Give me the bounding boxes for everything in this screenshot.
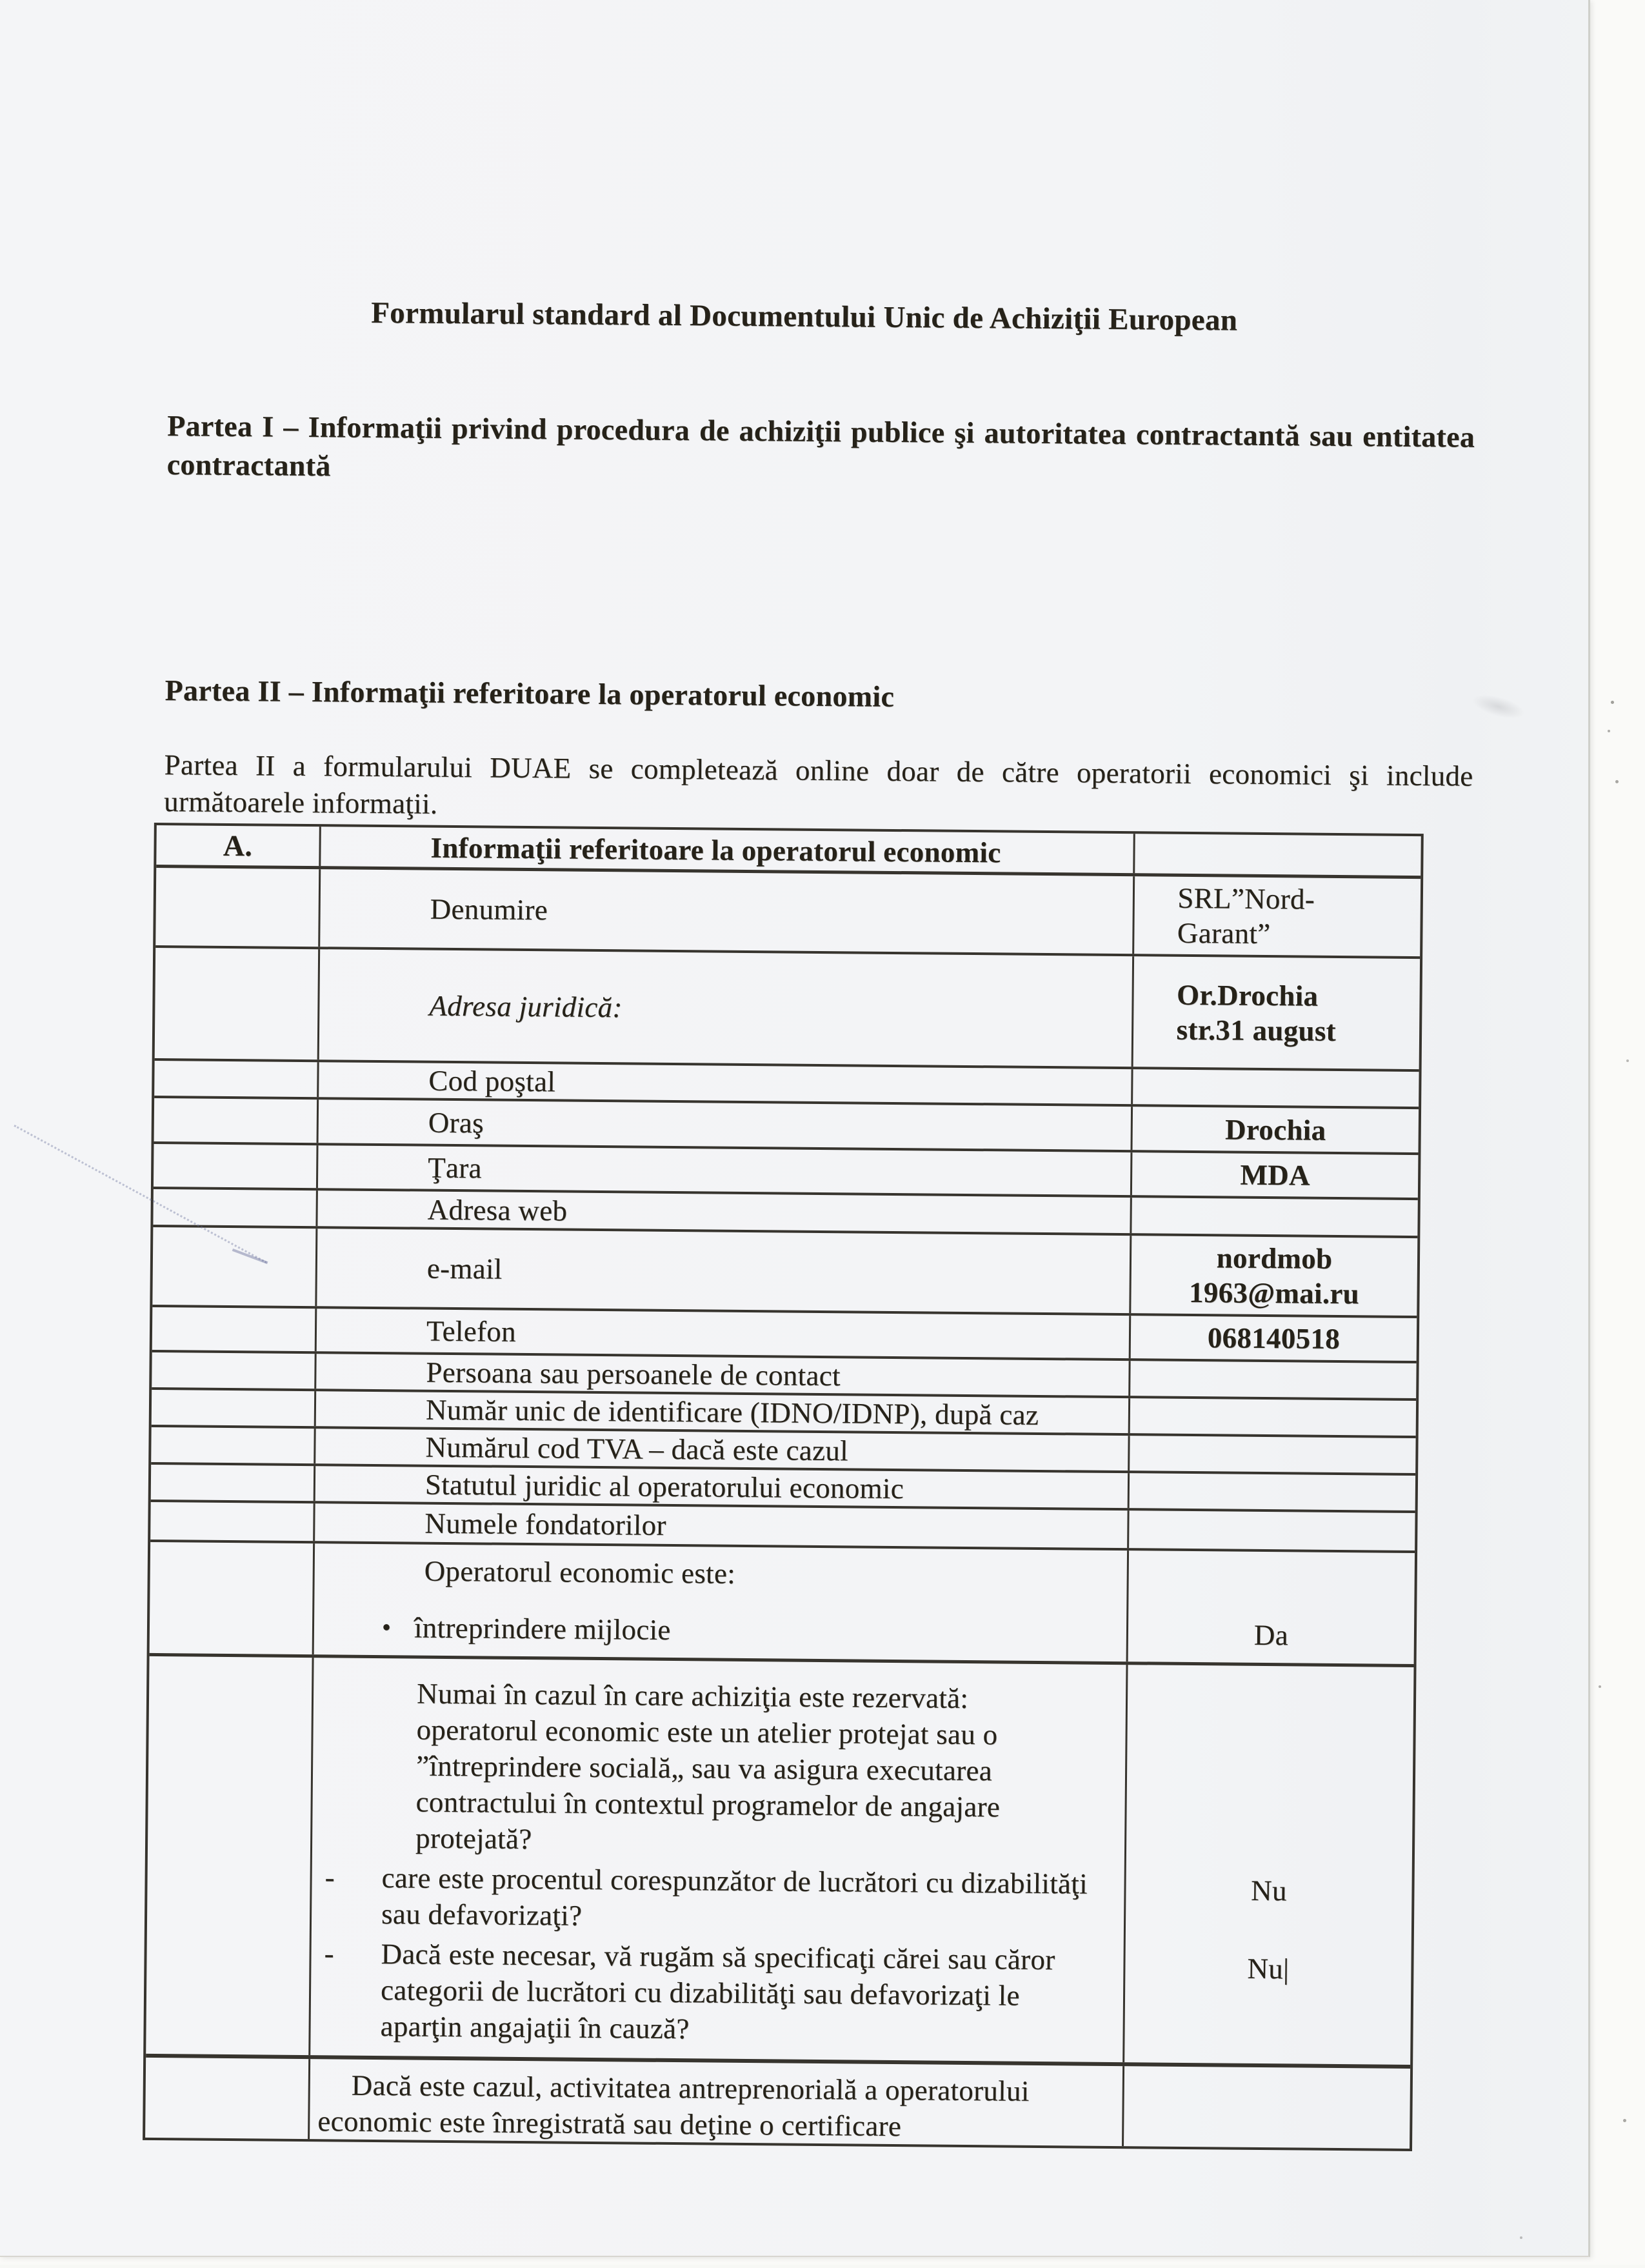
row-label: Persoana sau persoanele de contact	[316, 1354, 1130, 1396]
section-title: Informaţii referitoare la operatorul economic	[321, 827, 1135, 873]
reserved-sub-item-2-value: Nu|	[1247, 1952, 1290, 1985]
row-index-cell	[154, 1144, 319, 1188]
scanner-speck	[1623, 2119, 1626, 2122]
reserved-sub-item-1-text: care este procentul corespunzător de lucrători cu dizabilităţi sau defavorizaţi?	[381, 1862, 1088, 1932]
scanner-speck	[1608, 730, 1610, 732]
section-header-value	[1135, 834, 1421, 876]
reserved-sub-item-2	[323, 1935, 1106, 2051]
row-value: Drochia	[1224, 1112, 1326, 1147]
row-value	[1134, 876, 1421, 956]
part2-intro-paragraph: Partea II a formularului DUAE se completează online doar de către operatorii economici şi include următoarele informaţii.	[163, 748, 1473, 820]
denumire-value: SRL”Nord-Garant”	[1177, 881, 1315, 950]
reserved-intro-text: Numai în cazul în care achiziţia este rezervată: operatorul economic este un atelier protejat sau o ”întreprindere socială„ sau va asigura executarea contractului în contextul programelor de angajare protejată?	[415, 1677, 1001, 1856]
adresa-value: Or.Drochia str.31 august	[1176, 978, 1337, 1047]
row-value	[1130, 1473, 1415, 1510]
row-label: Numele fondatorilor	[315, 1503, 1129, 1548]
row-index-cell	[155, 868, 321, 947]
scanner-speck	[1611, 701, 1614, 704]
row-label: Ţara	[318, 1145, 1133, 1195]
operator-type-label: Operatorul economic este:	[424, 1554, 736, 1590]
row-index-cell	[151, 1465, 315, 1501]
table-row-certification	[145, 2054, 1410, 2149]
row-label: Cod poştal	[319, 1062, 1133, 1104]
row-value: MDA	[1240, 1158, 1311, 1192]
row-value	[1133, 1069, 1419, 1107]
table-row-email	[152, 1225, 1417, 1316]
document-title: Formularul standard al Documentului Unic de Achiziţii European	[371, 296, 1238, 337]
dash-icon: -	[324, 1937, 335, 1970]
scan-smudge-artifact	[1470, 690, 1527, 723]
row-index-cell	[145, 2058, 310, 2139]
scanner-speck	[1615, 780, 1619, 783]
bullet-icon: •	[381, 1612, 392, 1642]
row-value: 068140518	[1207, 1321, 1341, 1356]
row-label: Oraş	[319, 1099, 1133, 1150]
operator-bullet-line	[382, 1610, 671, 1647]
row-value	[1130, 1398, 1416, 1436]
row-index-cell	[154, 1061, 319, 1097]
reserved-values-cell	[1124, 1665, 1413, 2065]
row-label: Statutul juridic al operatorului economic	[315, 1466, 1130, 1508]
reserved-sub-item-2-text: Dacă este necesar, vă rugăm să specificaţi cărei sau căror categorii de lucrători cu dizabilităţi sau defavorizaţi le aparţin angajaţii în cauză?	[380, 1938, 1055, 2045]
row-index-cell	[153, 1189, 317, 1226]
row-label: Număr unic de identificare (IDNO/IDNP), după caz	[316, 1391, 1130, 1433]
row-label: Denumire	[320, 869, 1135, 954]
row-index-cell	[146, 1656, 314, 2055]
row-index-cell	[152, 1227, 317, 1306]
row-index-cell	[155, 948, 320, 1059]
reserved-sub-item-1	[324, 1859, 1108, 1938]
reserved-sub-item-1-value: Nu	[1250, 1874, 1288, 1907]
row-label: Numărul cod TVA – dacă este cazul	[315, 1429, 1130, 1470]
operator-info-table	[143, 823, 1424, 2151]
row-index-cell	[154, 1098, 319, 1143]
row-value	[1132, 1198, 1417, 1236]
part1-heading: Partea I – Informaţii privind procedura de achiziţii publice şi autoritatea contractantă sau entitatea contractantă	[166, 409, 1475, 483]
reserved-cell	[310, 1658, 1128, 2062]
row-value	[1129, 1510, 1415, 1550]
row-index-cell	[152, 1307, 317, 1351]
operator-type-cell	[314, 1543, 1129, 1661]
row-index-cell	[151, 1427, 315, 1463]
section-letter: A.	[156, 825, 321, 866]
table-row-operator-type	[150, 1540, 1415, 1664]
operator-type-value: Da	[1253, 1618, 1289, 1652]
row-index-cell	[152, 1352, 316, 1389]
row-value	[1130, 1361, 1416, 1398]
scanner-speck	[1599, 1685, 1601, 1688]
row-label: Adresa web	[317, 1190, 1132, 1233]
certification-label: Dacă este cazul, activitatea antreprenorială a operatorului economic este înregistrată sau deţine o certificare	[310, 2059, 1124, 2146]
row-value	[1131, 1236, 1417, 1316]
row-index-cell	[150, 1502, 315, 1541]
dash-icon: -	[324, 1861, 335, 1894]
row-value	[1133, 956, 1420, 1069]
certification-value	[1124, 2066, 1410, 2149]
operator-item-label: întreprindere mijlocie	[414, 1611, 671, 1646]
row-index-cell	[150, 1542, 315, 1654]
row-label: Adresa juridică:	[319, 949, 1134, 1067]
table-row-reserved-procurement	[146, 1653, 1413, 2065]
table-row-denumire	[155, 865, 1421, 956]
table-row-adresa-juridica	[155, 945, 1420, 1069]
scanner-speck	[1626, 1059, 1629, 1062]
row-label: Telefon	[317, 1309, 1132, 1358]
row-index-cell	[152, 1390, 316, 1426]
row-value	[1130, 1436, 1415, 1473]
row-label: e-mail	[317, 1229, 1132, 1313]
email-value: nordmob 1963@mai.ru	[1188, 1241, 1360, 1310]
part2-heading: Partea II – Informaţii referitoare la operatorul economic	[164, 674, 895, 713]
scanner-speck	[1520, 2236, 1522, 2239]
